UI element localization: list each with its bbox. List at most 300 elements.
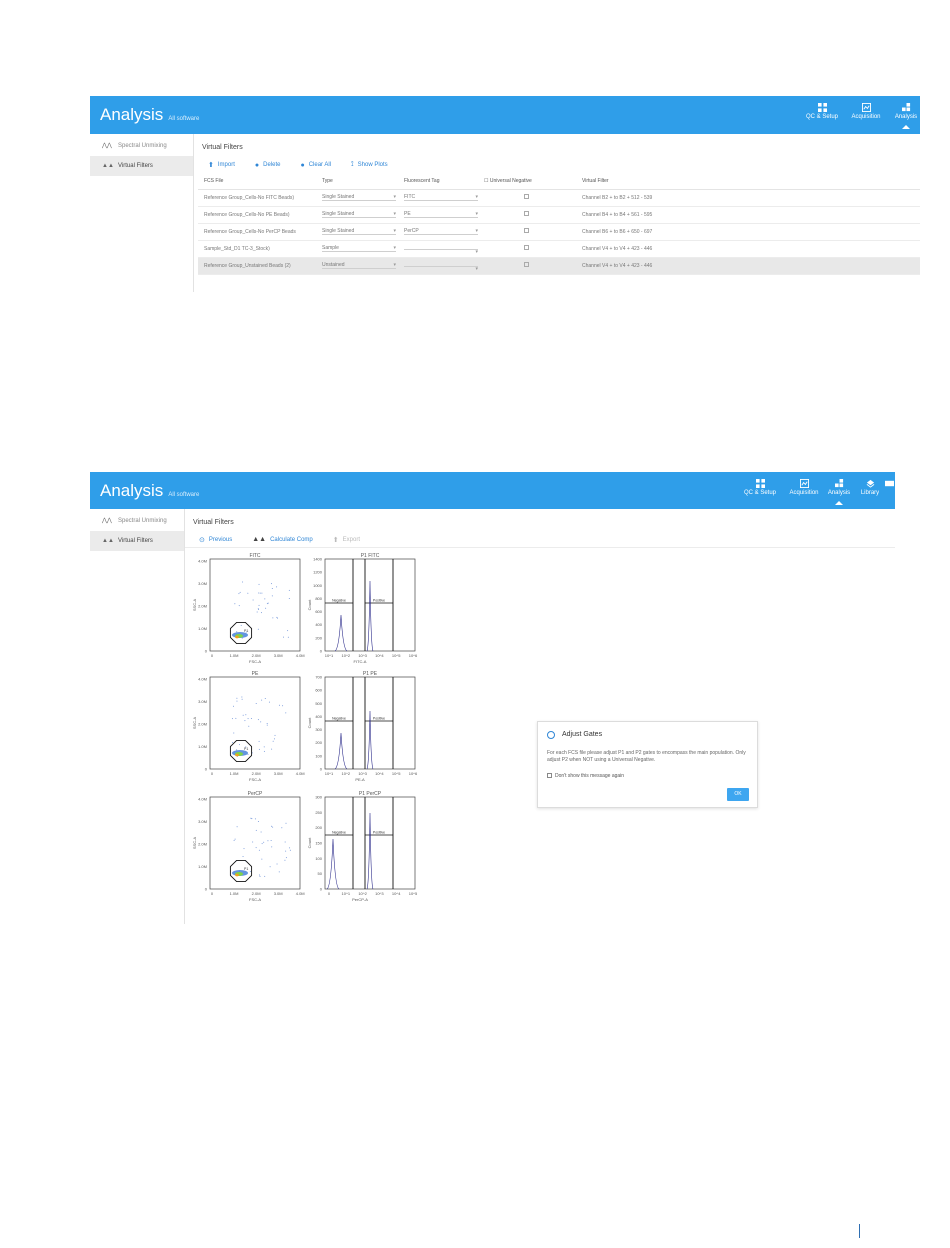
histogram-ytick-label: 100 — [315, 855, 322, 861]
scatter-point — [247, 593, 248, 594]
nav-label: Acquisition — [851, 114, 881, 120]
fluorescent-tag-cell — [398, 223, 478, 240]
negative-gate-label: Negative — [332, 830, 346, 835]
scatter-point — [259, 605, 260, 606]
scatter-point — [233, 706, 234, 707]
histogram-ytick-label: 500 — [315, 700, 322, 706]
scatter-point — [242, 582, 243, 583]
acquisition-icon — [862, 103, 871, 112]
scatter-xlabel: FSC-A — [249, 659, 261, 664]
histogram-ylabel: Count — [307, 717, 312, 729]
scatter-point — [245, 714, 246, 715]
table-row[interactable] — [198, 189, 920, 206]
acquisition-icon — [800, 479, 809, 488]
dont-show-again-checkbox[interactable] — [547, 773, 624, 779]
scatter-point — [252, 842, 253, 843]
column-header: ☐ Universal Negative — [478, 173, 576, 189]
scatter-point — [289, 590, 290, 591]
column-header: Type — [316, 173, 398, 189]
fluorescent-tag-cell-select[interactable] — [404, 266, 478, 267]
scatter-point — [236, 698, 237, 699]
sidebar-item-label: Virtual Filters — [118, 163, 153, 169]
nav-label: Analysis — [827, 490, 851, 496]
histogram-ytick-label: 50 — [317, 871, 322, 877]
sidebar-item-label: Spectral Unmixing — [118, 518, 167, 524]
universal-negative-checkbox[interactable] — [524, 228, 529, 233]
scatter-point — [235, 718, 236, 719]
scatter-ytick-label: 4.0M — [198, 558, 207, 564]
histogram-ytick-label: 800 — [315, 595, 322, 601]
scatter-point — [276, 586, 277, 587]
histogram-xtick-label: 10^2 — [358, 891, 367, 896]
scatter-point — [277, 863, 278, 864]
type-cell — [316, 240, 398, 257]
previous-icon: ⊙ — [199, 536, 205, 544]
type-cell — [316, 223, 398, 240]
virtual-filters-icon: ▲▲ — [102, 538, 114, 544]
fluorescent-tag-cell-select[interactable]: PerCP ▾ — [404, 228, 478, 235]
analysis-icon — [835, 479, 844, 488]
fluorescent-tag-cell-select[interactable] — [404, 249, 478, 250]
more-icon — [885, 479, 894, 488]
scatter-xtick-label: 1.0M — [229, 771, 239, 776]
scatter-point — [236, 749, 237, 750]
scatter-point — [234, 603, 235, 604]
sidebar-item-virtual-filters[interactable] — [90, 156, 193, 176]
fluorescent-tag-cell-select[interactable]: FITC ▾ — [404, 194, 478, 201]
scatter-xtick-label: 4.0M — [295, 653, 305, 658]
type-cell — [316, 189, 398, 206]
scatter-point — [271, 846, 272, 847]
main-content — [185, 509, 895, 924]
scatter-point — [239, 605, 240, 606]
histogram-xtick-label: 10^1 — [324, 771, 334, 776]
analysis-icon — [902, 103, 911, 112]
scatter-point — [239, 744, 240, 745]
sidebar — [90, 509, 185, 924]
scatter-point — [284, 860, 285, 861]
scatter-point — [267, 723, 268, 724]
scatter-point — [251, 818, 252, 819]
scatter-point — [233, 733, 234, 734]
scatter-point — [243, 715, 244, 716]
scatter-point — [241, 697, 242, 698]
scatter-point — [272, 595, 273, 596]
histogram-ytick-label: 1000 — [313, 582, 322, 588]
histogram-ytick-label: 150 — [315, 840, 322, 846]
clear-all-icon: ● — [300, 161, 305, 169]
histogram-ytick-label: 600 — [315, 687, 322, 693]
page-marker — [859, 1224, 860, 1238]
ok-button[interactable]: OK — [727, 788, 749, 801]
fcs-file-cell: Reference Group_Cells-No FITC Beads) — [198, 189, 316, 206]
scatter-point — [285, 841, 286, 842]
plots-area — [185, 549, 485, 919]
scatter-ytick-label: 1.0M — [198, 863, 207, 869]
histogram-xtick-label: 10^6 — [408, 653, 418, 658]
histogram-ytick-label: 600 — [315, 609, 322, 615]
scatter-point — [236, 701, 237, 702]
virtual-filters-table — [198, 173, 920, 275]
histogram-xtick-label: 10^2 — [341, 771, 351, 776]
universal-negative-checkbox[interactable] — [524, 194, 529, 199]
scatter-point — [259, 584, 260, 585]
scatter-point — [257, 612, 258, 613]
fluorescent-tag-cell-select[interactable]: PE ▾ — [404, 211, 478, 218]
scatter-point — [271, 826, 272, 827]
scatter-point — [271, 749, 272, 750]
histogram-xtick-label: 0 — [327, 891, 331, 896]
scatter-point — [286, 823, 287, 824]
scatter-point — [258, 608, 259, 609]
virtual-filter-cell: Channel B4 + to B4 + 561 - 595 — [576, 206, 920, 223]
positive-gate-label: Positive — [372, 830, 386, 835]
histogram-ytick-label: 250 — [315, 809, 322, 815]
sidebar — [90, 134, 194, 292]
sidebar-item-label: Virtual Filters — [118, 538, 153, 544]
scatter-xtick-label: 0 — [210, 653, 214, 658]
checkbox-box[interactable] — [547, 773, 552, 778]
scatter-point — [290, 850, 291, 851]
histogram-xtick-label: 10^4 — [391, 891, 401, 896]
scatter-ytick-label: 3.0M — [198, 698, 207, 704]
scatter-point — [248, 754, 249, 755]
fluorescent-tag-cell — [398, 206, 478, 223]
type-cell-select[interactable]: Single Stained ▾ — [322, 228, 396, 235]
sidebar-item-spectral-unmixing[interactable] — [90, 136, 193, 156]
delete-button[interactable]: ● Delete — [254, 161, 281, 169]
scatter-ytick-label: 2.0M — [198, 841, 207, 847]
import-button[interactable]: ⬆ Import — [208, 162, 235, 169]
scatter-point — [267, 725, 268, 726]
scatter-frame — [210, 677, 300, 769]
clear-all-button[interactable]: ● Clear All — [300, 161, 332, 169]
histogram-title: P1 FITC — [360, 553, 380, 559]
negative-gate-label: Negative — [332, 598, 346, 603]
histogram-ytick-label: 300 — [315, 727, 322, 733]
scatter-point — [289, 598, 290, 599]
histogram-xtick-label: 10^3 — [375, 891, 384, 896]
scatter-point — [271, 840, 272, 841]
scatter-xtick-label: 2.0M — [251, 891, 261, 896]
scatter-point — [255, 818, 256, 819]
export-button[interactable]: ⬆ Export — [332, 536, 360, 544]
scatter-point — [258, 719, 259, 720]
virtual-filters-plots-screenshot — [90, 472, 895, 924]
sidebar-item-virtual-filters[interactable] — [90, 531, 184, 551]
histogram-ytick-label: 1400 — [313, 556, 322, 562]
nav-label: Library — [860, 490, 880, 496]
scatter-point — [281, 827, 282, 828]
histogram-xtick-label: 10^3 — [358, 771, 367, 776]
scatter-point — [277, 618, 278, 619]
nav-analysis[interactable] — [886, 103, 920, 120]
sidebar-item-label: Spectral Unmixing — [118, 143, 167, 149]
nav-more[interactable] — [882, 479, 895, 490]
scatter-point — [259, 850, 260, 851]
scatter-point — [271, 583, 272, 584]
histogram-xtick-label: 10^1 — [324, 653, 334, 658]
scatter-point — [253, 600, 254, 601]
gate-label: P1 — [244, 867, 249, 871]
scatter-point — [259, 875, 260, 876]
column-header: Fluorescent Tag — [398, 173, 478, 189]
scatter-point — [289, 847, 290, 848]
histogram-xtick-label: 10^4 — [375, 653, 384, 658]
gate-label: P1 — [244, 629, 249, 633]
fluorescent-tag-cell — [398, 189, 478, 206]
scatter-point — [264, 876, 265, 877]
universal-negative-checkbox[interactable] — [524, 245, 529, 250]
histogram-ytick-label: 0 — [319, 648, 322, 654]
scatter-point — [265, 608, 266, 609]
virtual-filter-cell: Channel V4 + to V4 + 423 - 446 — [576, 257, 920, 274]
universal-negative-checkbox[interactable] — [524, 211, 529, 216]
column-header: Virtual Filter — [576, 173, 920, 189]
universal-negative-cell — [478, 223, 576, 240]
scatter-point — [264, 598, 265, 599]
spectral-unmixing-icon: ⋀⋀ — [102, 143, 112, 149]
histogram-ytick-label: 0 — [319, 766, 322, 772]
scatter-point — [283, 637, 284, 638]
scatter-ylabel: SSC-A — [192, 598, 197, 612]
scatter-xtick-label: 0 — [210, 891, 214, 896]
scatter-point — [238, 593, 239, 594]
scatter-point — [264, 751, 265, 752]
type-cell-select[interactable]: Unstained ▾ — [322, 262, 396, 269]
calculate-comp-icon: ▲▲ — [252, 536, 267, 543]
library-icon — [866, 479, 875, 488]
scatter-point — [243, 856, 244, 857]
scatter-point — [258, 821, 259, 822]
app-title: Analysis All software — [100, 481, 200, 500]
positive-gate-label: Positive — [372, 716, 386, 721]
sidebar-item-spectral-unmixing[interactable] — [90, 511, 184, 531]
app-header — [90, 472, 895, 509]
app-header — [90, 96, 920, 134]
scatter-ylabel: SSC-A — [192, 836, 197, 850]
qc-setup-icon — [756, 479, 765, 488]
import-icon: ⬆ — [208, 162, 214, 169]
histogram-ytick-label: 100 — [315, 753, 322, 759]
histogram-ytick-label: 200 — [315, 740, 322, 746]
nav-qc-setup[interactable] — [802, 103, 842, 120]
scatter-point — [264, 746, 265, 747]
histogram-xtick-label: 10^3 — [358, 653, 367, 658]
dialog-title: Adjust Gates — [562, 731, 603, 738]
nav-label: Analysis — [894, 114, 918, 120]
negative-gate-label: Negative — [332, 716, 346, 721]
table-row[interactable] — [198, 257, 920, 274]
toolbar — [185, 526, 895, 548]
histogram-xlabel: FITC-A — [353, 659, 367, 664]
nav-label: Acquisition — [789, 490, 819, 496]
fluorescent-tag-cell — [398, 257, 478, 274]
scatter-point — [260, 593, 261, 594]
histogram-xtick-label: 10^6 — [408, 771, 418, 776]
scatter-point — [235, 839, 236, 840]
scatter-point — [267, 840, 268, 841]
scatter-point — [251, 718, 252, 719]
checkbox-label: Don't show this message again — [555, 773, 625, 779]
histogram-ytick-label: 400 — [315, 622, 322, 628]
virtual-filters-icon: ▲▲ — [102, 163, 114, 169]
type-cell-select[interactable]: Single Stained ▾ — [322, 211, 396, 218]
fcs-file-cell: Reference Group_Unstained Beads (2) — [198, 257, 316, 274]
scatter-point — [272, 827, 273, 828]
dialog-message: For each FCS file please adjust P1 and P2 gates to encompass the main population. Only adjust P2 when NOT using a Universal Negative. — [547, 750, 746, 763]
app-subtitle: All software — [168, 116, 200, 122]
nav-qc-setup[interactable] — [740, 479, 780, 496]
histogram-xtick-label: 10^1 — [341, 891, 351, 896]
fcs-file-cell: Reference Group_Cells-No PerCP Beads — [198, 223, 316, 240]
histogram-frame — [325, 559, 415, 651]
scatter-title: PE — [251, 671, 259, 677]
scatter-point — [256, 830, 257, 831]
scatter-point — [276, 617, 277, 618]
scatter-frame — [210, 559, 300, 651]
histogram-title: P1 PerCP — [358, 791, 382, 797]
scatter-point — [272, 617, 273, 618]
scatter-point — [286, 857, 287, 858]
scatter-point — [260, 876, 261, 877]
scatter-point — [261, 612, 262, 613]
scatter-point — [261, 859, 262, 860]
type-cell-select[interactable]: Single Stained ▾ — [322, 194, 396, 201]
show-plots-icon: ⟟ — [351, 161, 354, 168]
histogram-xtick-label: 10^2 — [341, 653, 351, 658]
scatter-xtick-label: 1.0M — [229, 891, 239, 896]
type-cell — [316, 206, 398, 223]
scatter-xtick-label: 3.0M — [273, 771, 283, 776]
column-header: FCS File — [198, 173, 316, 189]
scatter-ytick-label: 4.0M — [198, 796, 207, 802]
population-peak — [235, 754, 239, 757]
scatter-point — [274, 738, 275, 739]
table-row[interactable] — [198, 240, 920, 257]
histogram-xtick-label: 10^5 — [391, 771, 401, 776]
scatter-ytick-label: 0 — [204, 648, 207, 654]
scatter-ytick-label: 0 — [204, 766, 207, 772]
scatter-xtick-label: 1.0M — [229, 653, 239, 658]
population-peak — [235, 636, 239, 639]
scatter-point — [260, 721, 261, 722]
scatter-point — [250, 871, 251, 872]
scatter-point — [244, 720, 245, 721]
scatter-xtick-label: 3.0M — [273, 891, 283, 896]
scatter-ytick-label: 3.0M — [198, 580, 207, 586]
histogram-xlabel: PE-A — [355, 777, 365, 782]
histogram-ylabel: Count — [307, 599, 312, 611]
scatter-point — [256, 703, 257, 704]
scatter-point — [259, 741, 260, 742]
scatter-title: PerCP — [247, 791, 263, 797]
histogram-ytick-label: 1200 — [313, 569, 322, 575]
page-title: Virtual Filters — [202, 144, 243, 151]
scatter-point — [244, 848, 245, 849]
population-peak — [235, 874, 239, 877]
main-content — [194, 134, 920, 292]
scatter-ytick-label: 2.0M — [198, 603, 207, 609]
histogram-xtick-label: 10^5 — [391, 653, 401, 658]
scatter-point — [232, 742, 233, 743]
histogram-ytick-label: 300 — [315, 794, 322, 800]
virtual-filter-cell: Channel B6 + to B6 + 650 - 697 — [576, 223, 920, 240]
scatter-frame — [210, 797, 300, 889]
scatter-xtick-label: 4.0M — [295, 891, 305, 896]
scatter-point — [242, 699, 243, 700]
scatter-title: FITC — [249, 553, 261, 559]
scatter-point — [258, 592, 259, 593]
scatter-point — [272, 588, 273, 589]
scatter-ytick-label: 0 — [204, 886, 207, 892]
show-plots-button[interactable]: ⟟ Show Plots — [351, 161, 388, 168]
scatter-point — [261, 700, 262, 701]
scatter-point — [248, 726, 249, 727]
scatter-point — [273, 741, 274, 742]
histogram-title: P1 PE — [362, 671, 378, 677]
scatter-point — [232, 718, 233, 719]
scatter-point — [285, 851, 286, 852]
virtual-filters-table-screenshot — [90, 96, 920, 292]
histogram-ytick-label: 400 — [315, 713, 322, 719]
scatter-point — [261, 593, 262, 594]
scatter-point — [279, 705, 280, 706]
scatter-xtick-label: 4.0M — [295, 771, 305, 776]
histogram-frame — [325, 797, 415, 889]
type-cell-select[interactable]: Sample ▾ — [322, 245, 396, 252]
fcs-file-cell: Sample_Std_D1 TC-3_Stock) — [198, 240, 316, 257]
universal-negative-cell — [478, 206, 576, 223]
positive-gate-label: Positive — [372, 598, 386, 603]
scatter-xtick-label: 2.0M — [251, 653, 261, 658]
histogram-ytick-label: 700 — [315, 674, 322, 680]
scatter-xtick-label: 2.0M — [251, 771, 261, 776]
nav-label: QC & Setup — [743, 490, 776, 496]
table-row[interactable] — [198, 206, 920, 223]
histogram-ytick-label: 0 — [319, 886, 322, 892]
scatter-point — [270, 866, 271, 867]
calculate-comp-button[interactable]: ▲▲ Calculate Comp — [252, 536, 313, 543]
histogram-xlabel: PerCP-A — [352, 897, 368, 902]
scatter-ytick-label: 4.0M — [198, 676, 207, 682]
scatter-xlabel: FSC-A — [249, 897, 261, 902]
histogram-ylabel: Count — [307, 837, 312, 849]
histogram-ytick-label: 200 — [315, 635, 322, 641]
export-icon: ⬆ — [332, 536, 339, 544]
fcs-file-cell: Reference Group_Cells-No PE Beads) — [198, 206, 316, 223]
scatter-point — [262, 843, 263, 844]
scatter-ytick-label: 2.0M — [198, 721, 207, 727]
universal-negative-cell — [478, 189, 576, 206]
nav-acquisition[interactable] — [784, 479, 824, 496]
histogram-xtick-label: 10^4 — [375, 771, 384, 776]
scatter-point — [248, 718, 249, 719]
histogram-ytick-label: 200 — [315, 825, 322, 831]
table-row[interactable] — [198, 223, 920, 240]
scatter-point — [258, 629, 259, 630]
scatter-ytick-label: 1.0M — [198, 743, 207, 749]
virtual-filter-cell: Channel V4 + to V4 + 423 - 446 — [576, 240, 920, 257]
scatter-xtick-label: 0 — [210, 771, 214, 776]
previous-button[interactable]: ⊙ Previous — [199, 536, 233, 544]
page-title: Virtual Filters — [193, 519, 234, 526]
nav-acquisition[interactable] — [846, 103, 886, 120]
scatter-point — [261, 832, 262, 833]
scatter-point — [259, 749, 260, 750]
universal-negative-checkbox[interactable] — [524, 262, 529, 267]
scatter-point — [265, 698, 266, 699]
